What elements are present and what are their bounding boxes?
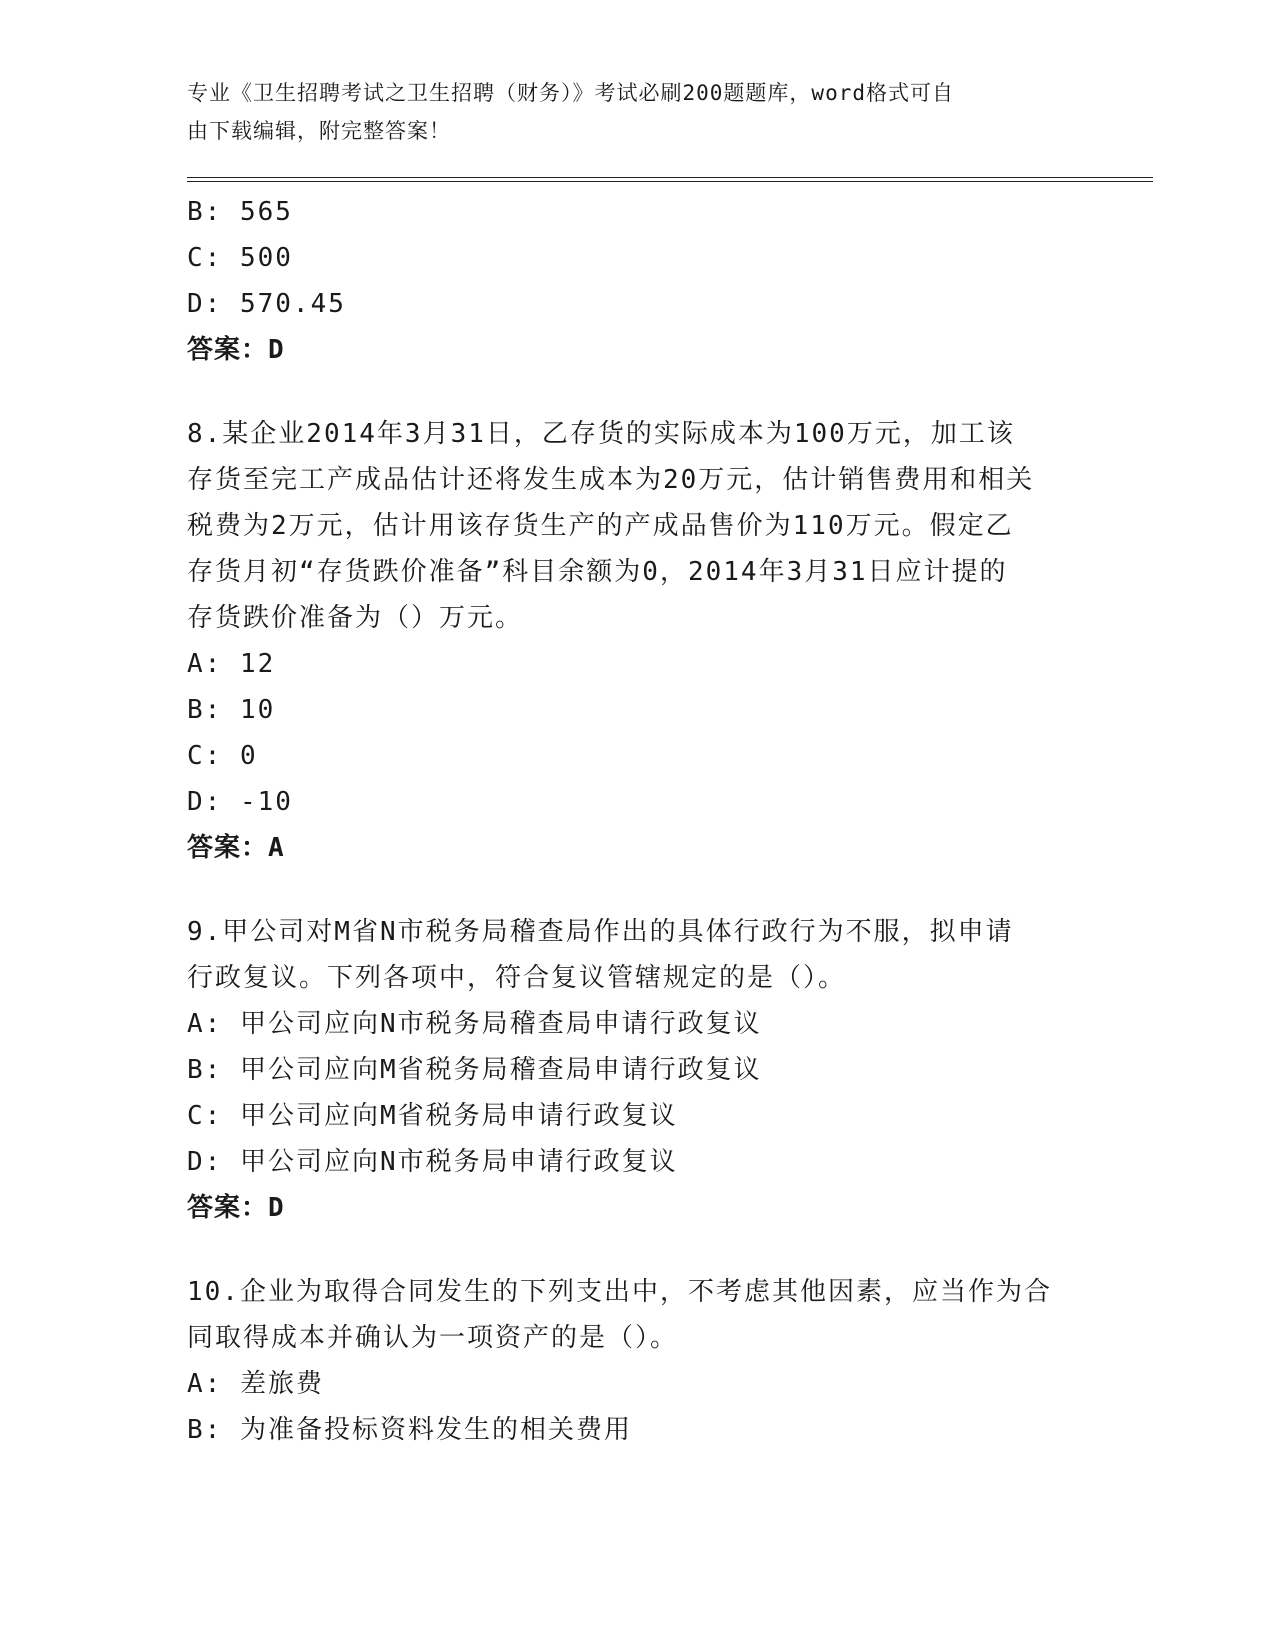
- option-d: D: 570.45: [187, 289, 346, 319]
- answer: 答案：A: [187, 833, 285, 863]
- question-stem-line: 存货至完工产成品估计还将发生成本为20万元，估计销售费用和相关: [187, 465, 1035, 495]
- option-a: A: 甲公司应向N市税务局稽查局申请行政复议: [187, 1009, 762, 1039]
- question-stem-line: 存货跌价准备为（）万元。: [187, 603, 524, 633]
- page-header: [187, 74, 1067, 150]
- answer: 答案：D: [187, 1193, 285, 1223]
- answer: 答案：D: [187, 335, 285, 365]
- header-line-2: 由下载编辑，附完整答案！: [187, 119, 451, 143]
- option-a: A: 差旅费: [187, 1369, 324, 1399]
- option-b: B: 甲公司应向M省税务局稽查局申请行政复议: [187, 1055, 762, 1085]
- question-stem-line: 存货月初“存货跌价准备”科目余额为0，2014年3月31日应计提的: [187, 557, 1008, 587]
- option-c: C: 500: [187, 243, 293, 273]
- question-9: [187, 909, 1087, 1231]
- prev-question-tail: [187, 189, 1087, 373]
- option-b: B: 10: [187, 695, 276, 725]
- question-stem-line: 10.企业为取得合同发生的下列支出中，不考虑其他因素，应当作为合: [187, 1277, 1052, 1307]
- question-stem-line: 9.甲公司对M省N市税务局稽查局作出的具体行政行为不服，拟申请: [187, 917, 1014, 947]
- question-stem-line: 行政复议。下列各项中，符合复议管辖规定的是（）。: [187, 963, 847, 993]
- option-d: D: -10: [187, 787, 293, 817]
- document-body: [187, 189, 1087, 1453]
- header-divider: [187, 177, 1153, 182]
- option-c: C: 甲公司应向M省税务局申请行政复议: [187, 1101, 678, 1131]
- question-8: [187, 411, 1087, 871]
- question-stem-line: 8.某企业2014年3月31日，乙存货的实际成本为100万元，加工该: [187, 419, 1015, 449]
- option-a: A: 12: [187, 649, 276, 679]
- question-10: [187, 1269, 1087, 1453]
- option-d: D: 甲公司应向N市税务局申请行政复议: [187, 1147, 678, 1177]
- question-stem-line: 同取得成本并确认为一项资产的是（）。: [187, 1323, 679, 1353]
- header-line-1: 专业《卫生招聘考试之卫生招聘（财务）》考试必刷200题题库，word格式可自: [187, 81, 954, 105]
- option-b: B: 为准备投标资料发生的相关费用: [187, 1415, 632, 1445]
- option-b: B: 565: [187, 197, 293, 227]
- question-stem-line: 税费为2万元，估计用该存货生产的产成品售价为110万元。假定乙: [187, 511, 1014, 541]
- option-c: C: 0: [187, 741, 258, 771]
